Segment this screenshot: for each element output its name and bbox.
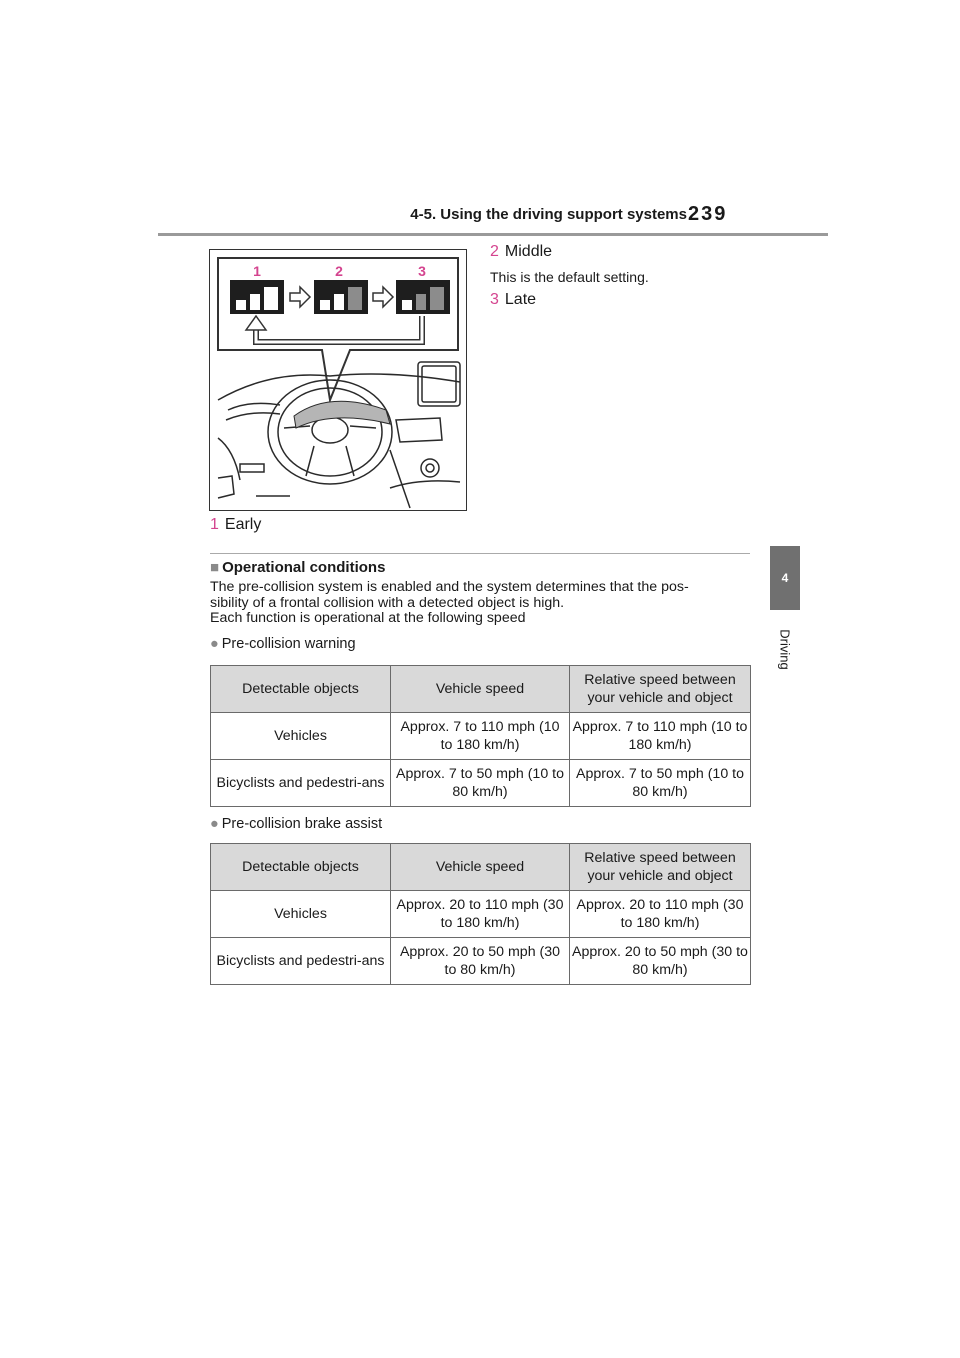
- warning-speed-table: [210, 665, 751, 807]
- callout-label: Late: [504, 291, 537, 308]
- table-cell: Vehicles: [211, 713, 391, 760]
- body-line: Each function is operational at the following speed: [210, 610, 526, 626]
- setting-label-2: 2: [335, 263, 343, 279]
- table-cell: Bicyclists and pedestri-ans: [211, 760, 391, 807]
- callout-middle: [490, 243, 552, 261]
- callout-late: [490, 291, 536, 309]
- table-row: [211, 938, 751, 985]
- bullet-text: Pre-collision warning: [221, 636, 356, 652]
- callout-number: 1: [210, 516, 219, 533]
- table-row: [211, 891, 751, 938]
- chapter-label-text: Driving: [777, 628, 793, 670]
- bullet-text: Pre-collision brake assist: [221, 816, 383, 832]
- timing-setting-illustration: [209, 249, 467, 511]
- timing-icon-early: [230, 280, 284, 314]
- operational-conditions-text: [210, 580, 750, 627]
- table-cell: Approx. 7 to 50 mph (10 to 80 km/h): [570, 760, 751, 807]
- header-vehicle-speed: Vehicle speed: [391, 844, 570, 891]
- callout-number: 3: [490, 291, 499, 308]
- header-vehicle-speed: Vehicle speed: [391, 666, 570, 713]
- header-divider: [158, 233, 828, 236]
- table-cell: Approx. 7 to 110 mph (10 to 180 km/h): [570, 713, 751, 760]
- setting-label-1: 1: [253, 263, 261, 279]
- callout-early: [210, 516, 261, 534]
- table-header-row: [211, 666, 751, 713]
- heading-marker: ■: [210, 559, 220, 576]
- table-cell: Approx. 7 to 110 mph (10 to 180 km/h): [391, 713, 570, 760]
- header-relative-speed: Relative speed between your vehicle and object: [570, 666, 751, 713]
- table-header-row: [211, 844, 751, 891]
- default-setting-note: This is the default setting.: [490, 269, 649, 285]
- table-cell: Vehicles: [211, 891, 391, 938]
- header-detectable-objects: Detectable objects: [211, 844, 391, 891]
- table-cell: Approx. 20 to 110 mph (30 to 180 km/h): [391, 891, 570, 938]
- bullet-marker: ●: [210, 636, 219, 652]
- timing-icon-late: [396, 280, 450, 314]
- dashboard-illustration: [210, 250, 466, 510]
- section-heading: [210, 559, 385, 576]
- page-number: 239: [688, 203, 728, 225]
- section-divider: [210, 553, 750, 554]
- table-cell: Approx. 20 to 50 mph (30 to 80 km/h): [391, 938, 570, 985]
- chapter-tab: [770, 546, 800, 610]
- setting-label-3: 3: [418, 263, 426, 279]
- header-relative-speed: Relative speed between your vehicle and object: [570, 844, 751, 891]
- heading-text: Operational conditions: [222, 559, 386, 576]
- bullet-pre-collision-warning: [210, 636, 356, 652]
- table-row: [211, 760, 751, 807]
- header-detectable-objects: Detectable objects: [211, 666, 391, 713]
- callout-label: Middle: [504, 243, 553, 260]
- section-title: 4-5. Using the driving support systems: [410, 206, 687, 223]
- bullet-marker: ●: [210, 816, 219, 832]
- chapter-number: 4: [781, 571, 789, 585]
- table-cell: Approx. 20 to 110 mph (30 to 180 km/h): [570, 891, 751, 938]
- meter-display: [294, 401, 390, 428]
- brake-assist-speed-table: [210, 843, 751, 985]
- callout-label: Early: [224, 516, 262, 533]
- dashboard-line-art: [218, 362, 460, 508]
- body-line: sibility of a frontal collision with a detected object is high.: [210, 594, 565, 611]
- callout-number: 2: [490, 243, 499, 260]
- timing-icon-middle: [314, 280, 368, 314]
- table-cell: Approx. 20 to 50 mph (30 to 80 km/h): [570, 938, 751, 985]
- bullet-pre-collision-brake-assist: [210, 816, 382, 832]
- table-cell: Bicyclists and pedestri-ans: [211, 938, 391, 985]
- body-line: The pre-collision system is enabled and the system determines that the pos-: [210, 579, 689, 595]
- table-cell: Approx. 7 to 50 mph (10 to 80 km/h): [391, 760, 570, 807]
- table-row: [211, 713, 751, 760]
- chapter-label: [770, 614, 800, 684]
